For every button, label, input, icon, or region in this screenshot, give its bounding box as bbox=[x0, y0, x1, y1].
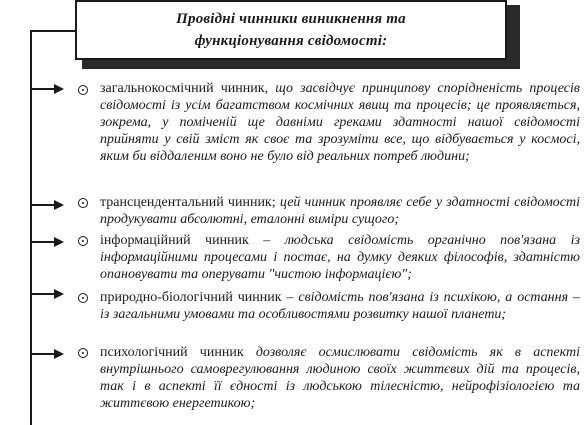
item-term: психологічний чинник bbox=[100, 345, 244, 360]
list-item bbox=[100, 289, 580, 323]
list-item bbox=[100, 232, 580, 283]
list-item bbox=[100, 344, 580, 412]
arrow-right-icon bbox=[30, 84, 64, 94]
list-item bbox=[100, 194, 580, 228]
circle-bullet-icon bbox=[78, 85, 88, 95]
item-term: загальнокосмічний чинник, bbox=[100, 81, 269, 96]
item-description: що засвідчує принципову спорідненість процесів свідомості із усім багатством космічних явищ та процесів; це проявляється, зокрема, у поміченій ще давніми греками здатності нашої свідомості прийняти у свій зміст як своє та зрозуміти все, що відбувається у космосі, яким би віддаленим воно не було від реальних потреб людини; bbox=[100, 81, 580, 164]
arrow-right-icon bbox=[30, 349, 64, 359]
circle-bullet-icon bbox=[78, 198, 88, 208]
title-box bbox=[75, 0, 507, 60]
item-description: дозволяє осмислювати свідомість як в аспекті внутрішнього самоврегулювання людиною своїх життєвих дій та процесів, так і в аспекті її єдності із людською тілесністю, нейрофізіологією та життєвою енергетикою; bbox=[100, 345, 580, 411]
circle-bullet-icon bbox=[78, 348, 88, 358]
circle-bullet-icon bbox=[78, 236, 88, 246]
list-item bbox=[100, 80, 580, 165]
item-description: людська свідомість органічно пов'язана із інформаційними процесами і постає, на думку деяких філософів, здатністю опановувати та оперувати "чистою інформацією"; bbox=[100, 233, 580, 282]
item-term: інформаційний чинник – bbox=[100, 233, 271, 248]
connector-horizontal bbox=[30, 30, 75, 32]
item-description: цей чинник проявляє себе у здатності свідомості продукувати абсолютні, еталонні виміри сущого; bbox=[100, 195, 580, 227]
arrow-right-icon bbox=[30, 237, 64, 247]
title-line-1: Провідні чинники виникнення та bbox=[176, 11, 406, 27]
arrow-right-icon bbox=[30, 200, 64, 210]
item-term: трансцендентальний чинник; bbox=[100, 195, 276, 210]
arrow-right-icon bbox=[30, 289, 64, 299]
item-description: свідомість пов'язана із психікою, а остання – із загальними умовами та особливостями розвитку нашої планети; bbox=[100, 290, 580, 322]
circle-bullet-icon bbox=[78, 293, 88, 303]
title-line-2: функціонування свідомості: bbox=[194, 33, 388, 49]
item-term: природно-біологічний чинник – bbox=[100, 290, 294, 305]
